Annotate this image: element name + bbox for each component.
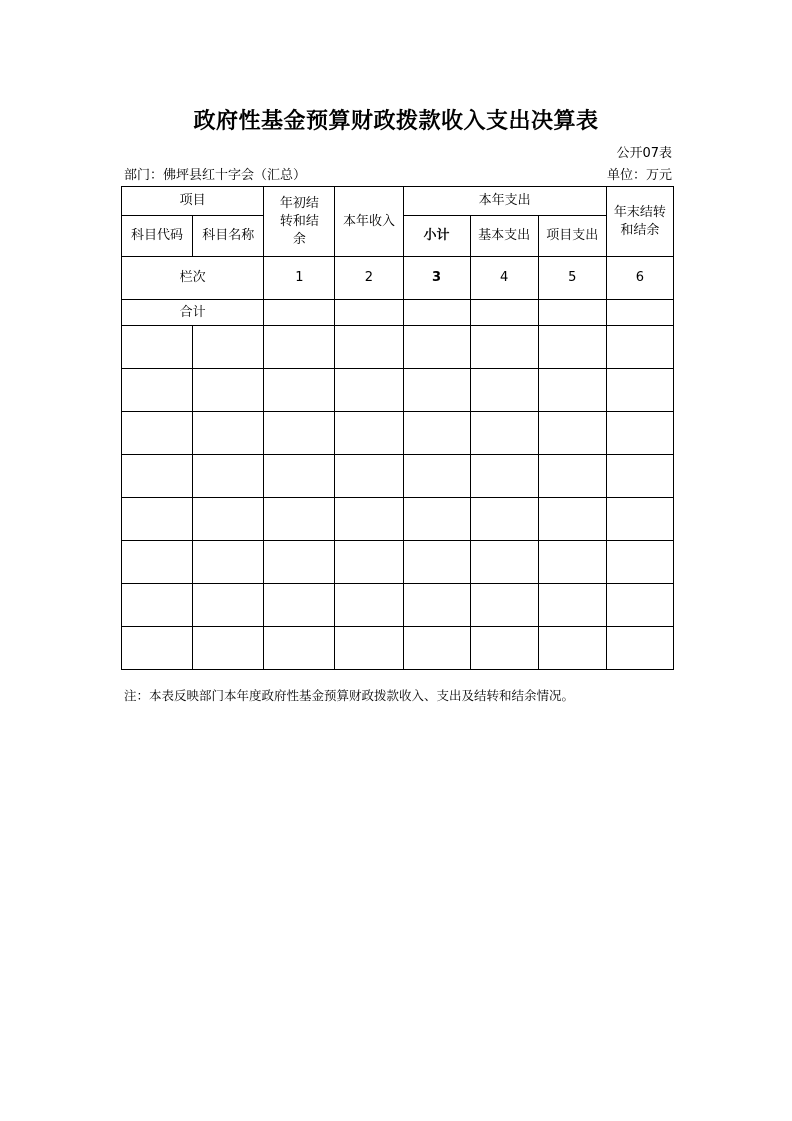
total-row [122, 300, 674, 326]
table-cell [403, 584, 470, 627]
total-label: 合计 [122, 300, 264, 326]
table-cell [122, 326, 193, 369]
table-cell [193, 498, 264, 541]
table-cell [264, 455, 335, 498]
table-cell [122, 412, 193, 455]
table-cell [538, 412, 606, 455]
table-cell [335, 412, 403, 455]
table-cell [403, 498, 470, 541]
table-cell [538, 498, 606, 541]
table-cell [606, 541, 673, 584]
table-cell [403, 326, 470, 369]
table-cell [335, 455, 403, 498]
header-income: 本年收入 [335, 187, 403, 257]
table-cell [470, 326, 538, 369]
table-cell [335, 369, 403, 412]
table-cell [538, 455, 606, 498]
table-cell [193, 369, 264, 412]
column-number: 2 [335, 257, 403, 300]
table-cell [122, 455, 193, 498]
table-cell [606, 369, 673, 412]
table-cell [470, 412, 538, 455]
table-cell [264, 498, 335, 541]
table-cell [193, 326, 264, 369]
table-cell [264, 584, 335, 627]
header-basic-expense: 基本支出 [470, 216, 538, 257]
table-cell [403, 541, 470, 584]
header-subject-name: 科目名称 [193, 216, 264, 257]
table-cell [264, 326, 335, 369]
column-number-label: 栏次 [122, 257, 264, 300]
column-number: 3 [403, 257, 470, 300]
table-cell [538, 541, 606, 584]
table-cell [193, 455, 264, 498]
table-row [122, 498, 674, 541]
table-cell [122, 627, 193, 670]
table-cell [122, 369, 193, 412]
table-cell [538, 300, 606, 326]
header-project: 项目 [122, 187, 264, 216]
header-begin-balance: 年初结转和结余 [264, 187, 335, 257]
header-expense-group: 本年支出 [403, 187, 606, 216]
department-label: 部门：佛坪县红十字会（汇总） [124, 168, 307, 183]
table-cell [335, 300, 403, 326]
table-cell [122, 584, 193, 627]
column-number-row [122, 257, 674, 300]
table-cell [538, 584, 606, 627]
table-cell [606, 412, 673, 455]
table-cell [470, 541, 538, 584]
table-cell [606, 326, 673, 369]
table-cell [403, 300, 470, 326]
table-cell [193, 412, 264, 455]
page-title: 政府性基金预算财政拨款收入支出决算表 [193, 109, 599, 134]
table-cell [538, 326, 606, 369]
header-end-balance: 年末结转和结余 [606, 187, 673, 257]
table-cell [606, 584, 673, 627]
header-subtotal: 小计 [403, 216, 470, 257]
table-cell [122, 498, 193, 541]
table-row [122, 369, 674, 412]
table-cell [193, 627, 264, 670]
budget-table [121, 186, 674, 670]
table-row [122, 326, 674, 369]
table-cell [335, 326, 403, 369]
column-number: 4 [470, 257, 538, 300]
table-cell [264, 627, 335, 670]
table-cell [335, 584, 403, 627]
table-cell [193, 584, 264, 627]
table-cell [193, 541, 264, 584]
unit-label: 单位：万元 [606, 168, 672, 183]
table-cell [122, 541, 193, 584]
table-cell [606, 627, 673, 670]
footnote: 注：本表反映部门本年度政府性基金预算财政拨款收入、支出及结转和结余情况。 [124, 688, 575, 703]
table-cell [470, 627, 538, 670]
table-row [122, 412, 674, 455]
table-row [122, 584, 674, 627]
table-cell [403, 412, 470, 455]
table-row [122, 627, 674, 670]
header-subject-code: 科目代码 [122, 216, 193, 257]
table-row [122, 541, 674, 584]
table-cell [538, 369, 606, 412]
column-number: 1 [264, 257, 335, 300]
table-cell [470, 584, 538, 627]
table-cell [335, 541, 403, 584]
table-cell [470, 455, 538, 498]
form-number: 公开07表 [616, 146, 672, 161]
table-cell [264, 412, 335, 455]
table-row [122, 455, 674, 498]
table-cell [606, 498, 673, 541]
column-number: 6 [606, 257, 673, 300]
table-cell [335, 498, 403, 541]
table-cell [470, 369, 538, 412]
header-project-expense: 项目支出 [538, 216, 606, 257]
table-cell [606, 455, 673, 498]
column-number: 5 [538, 257, 606, 300]
table-cell [470, 498, 538, 541]
table-cell [335, 627, 403, 670]
table-cell [264, 369, 335, 412]
table-cell [264, 541, 335, 584]
table-cell [538, 627, 606, 670]
table-cell [470, 300, 538, 326]
table-cell [264, 300, 335, 326]
table-cell [403, 627, 470, 670]
table-cell [403, 369, 470, 412]
table-cell [606, 300, 673, 326]
table-cell [403, 455, 470, 498]
